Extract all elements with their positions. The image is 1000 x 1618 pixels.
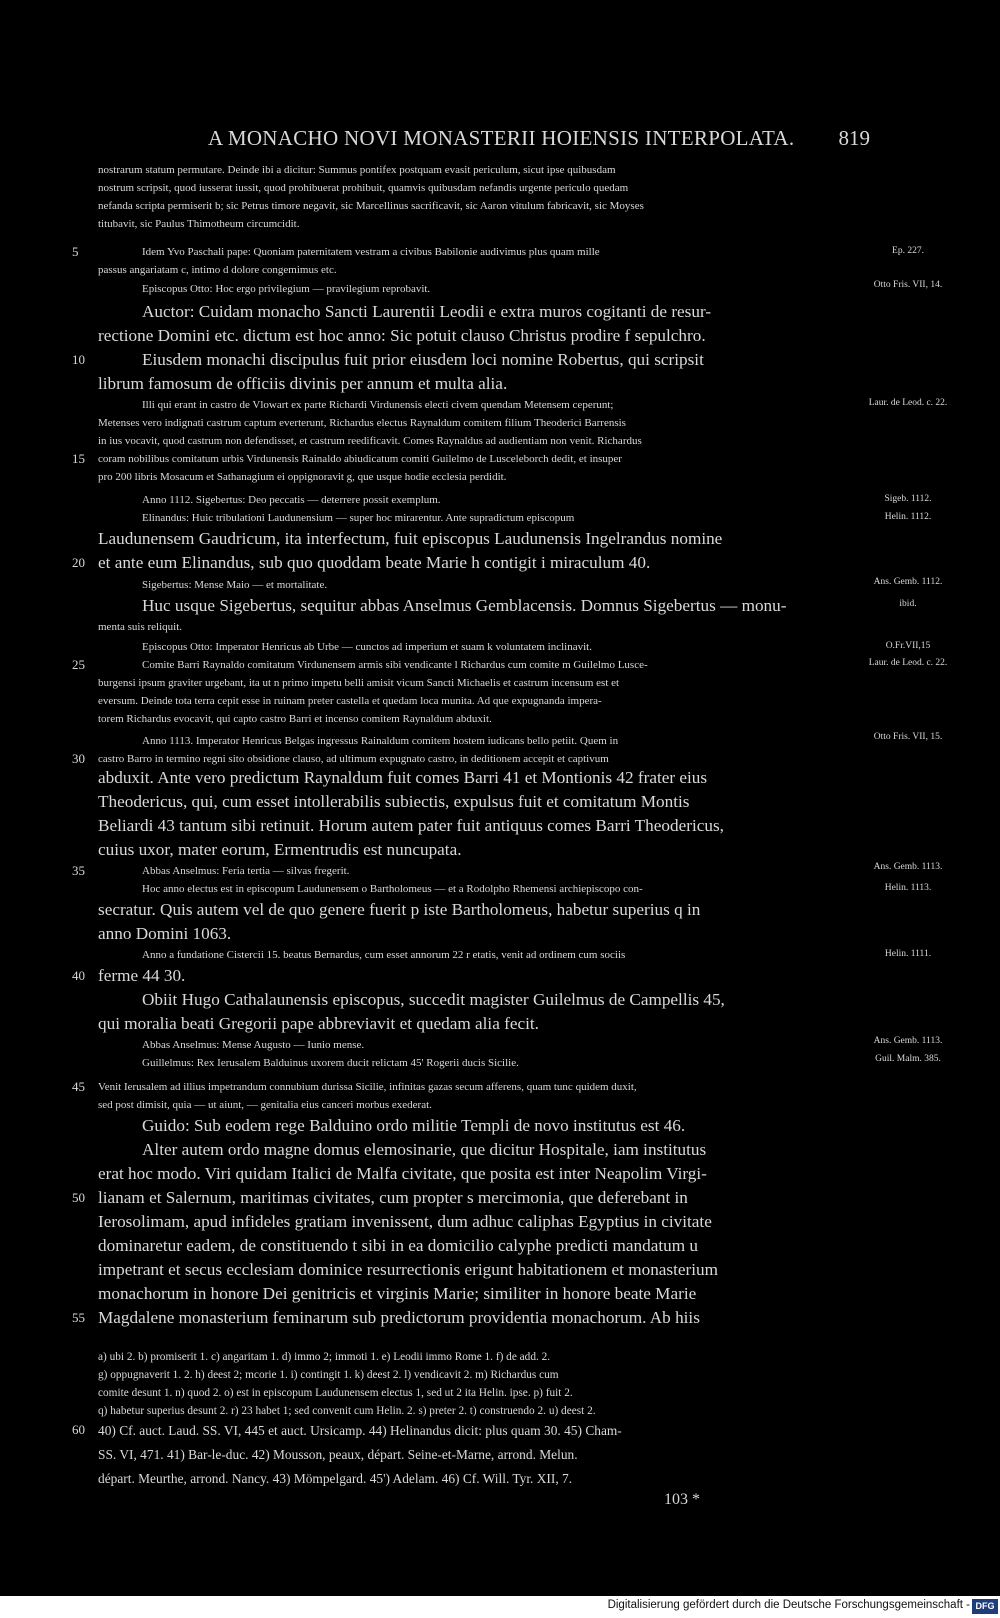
line-number: 15 — [72, 451, 85, 466]
text-line: et ante eum Elinandus, sub quo quoddam beate Marie h contigit i miraculum 40. — [98, 553, 651, 572]
text-line: ferme 44 30. — [98, 966, 186, 985]
text-line: titubavit, sic Paulus Thimotheum circumcidit. — [98, 218, 300, 230]
text-line: erat hoc modo. Viri quidam Italici de Malfa civitate, que posita est inter Neapolim Virgi- — [98, 1164, 707, 1183]
text-line: Comite Barri Raynaldo comitatum Virdunensem armis sibi vendicante l Richardus cum comite m Guilelmo Lusce- — [142, 659, 648, 671]
digitization-footer — [0, 1596, 1000, 1618]
note-line: SS. VI, 471. 41) Bar-le-duc. 42) Mousson, peaux, départ. Seine-et-Marne, arrond. Melun. — [98, 1447, 578, 1462]
text-line: Guido: Sub eodem rege Balduino ordo militie Templi de novo institutus est 46. — [142, 1116, 686, 1135]
text-line: Abbas Anselmus: Mense Augusto — Iunio mense. — [142, 1039, 365, 1051]
text-line: Alter autem ordo magne domus elemosinarie, que dicitur Hospitale, iam institutus — [142, 1140, 707, 1159]
text-line: eversum. Deinde tota terra cepit esse in ruinam preter castella et quedam loca munita. Ad que expugnanda impera- — [98, 695, 602, 707]
text-line: Hoc anno electus est in episcopum Laudunensem o Bartholomeus — et a Rodolpho Rhemensi archiepiscopo con- — [142, 883, 643, 895]
text-line: Idem Yvo Paschali pape: Quoniam paternitatem vestram a civibus Babilonie audivimus plus quam mille — [142, 246, 600, 258]
text-line: cuius uxor, mater eorum, Ermentrudis est nuncupata. — [98, 840, 462, 859]
text-line: Beliardi 43 tantum sibi retinuit. Horum autem pater fuit antiquus comes Barri Theodericus, — [98, 816, 724, 835]
text-line: Auctor: Cuidam monacho Sancti Laurentii Leodii e extra muros cogitanti de resur- — [142, 302, 712, 321]
text-line: coram nobilibus comitatum urbis Virdunensis Rainaldo abiudicatum comiti Guilelmo de Lusceleborch dedit, et insuper — [98, 453, 622, 465]
text-line: Illi qui erant in castro de Vlowart ex parte Richardi Virdunensis electi civem quendam Metensem ceperunt; — [142, 399, 614, 411]
note-line: 40) Cf. auct. Laud. SS. VI, 445 et auct. Ursicamp. 44) Helinandus dicit: plus quam 30. 45) Cham- — [98, 1423, 622, 1438]
text-line: pro 200 libris Mosacum et Sathanagium ei oppignoravit g, que usque hodie ecclesia perdidit. — [98, 471, 507, 483]
text-line: rectione Domini etc. dictum est hoc anno: Sic potuit clauso Christus prodire f sepulchro. — [98, 326, 706, 345]
text-line: Ierosolimam, apud infideles gratiam invenissent, dum adhuc caliphas Egyptius in civitate — [98, 1212, 712, 1231]
line-number: 55 — [72, 1310, 85, 1325]
text-line: Episcopus Otto: Imperator Henricus ab Urbe — cunctos ad imperium et suam k voluntatem inclinavit. — [142, 641, 592, 653]
line-number: 30 — [72, 751, 85, 766]
footnote-line: a) ubi 2. b) promiserit 1. c) angaritam 1. d) immo 2; immoti 1. e) Leodii immo Rome 1. f) de add. 2. — [98, 1351, 551, 1363]
text-line: abduxit. Ante vero predictum Raynaldum fuit comes Barri 41 et Montionis 42 frater eius — [98, 768, 708, 787]
text-line: Laudunensem Gaudricum, ita interfectum, fuit episcopus Laudunensis Ingelrandus nomine — [98, 529, 723, 548]
margin-reference: Helin. 1111. — [884, 949, 932, 959]
running-header — [100, 126, 870, 156]
text-line: lianam et Salernum, maritimas civitates, cum propter s mercimonia, que deferebant in — [98, 1188, 688, 1207]
text-line: Venit Ierusalem ad illius impetrandum connubium durissa Sicilie, infinitas gazas secum afferens, quam tunc quidem duxit, — [98, 1081, 637, 1093]
margin-reference: Helin. 1112. — [884, 512, 932, 522]
text-line: burgensi ipsum graviter urgebant, ita ut n primo impetu belli amisit vicum Sancti Michaelis et castrum incensum est et — [98, 677, 620, 689]
text-line: castro Barro in termino regni sito obsidione clauso, ad ultimum expugnato castro, in deditionem accepit et captivum — [98, 753, 609, 765]
footer-credit: Digitalisierung gefördert durch die Deutsche Forschungsgemeinschaft - — [607, 1599, 970, 1611]
header-page-number: 819 — [838, 126, 870, 150]
text-line: librum famosum de officiis divinis per annum et multa alia. — [98, 374, 508, 393]
margin-reference: Helin. 1113. — [884, 883, 932, 893]
line-number: 50 — [72, 1190, 85, 1205]
text-line: Sigebertus: Mense Maio — et mortalitate. — [142, 579, 328, 591]
text-line: Episcopus Otto: Hoc ergo privilegium — pravilegium reprobavit. — [142, 283, 431, 295]
text-line: Obiit Hugo Cathalaunensis episcopus, succedit magister Guilelmus de Campellis 45, — [142, 990, 725, 1009]
text-line: in ius vocavit, quod castrum non defendisset, et castrum reedificavit. Comes Raynaldus ad audientiam non venit. Richardus — [98, 435, 642, 447]
text-line: impetrant et secus ecclesiam dominice resurrectionis erigunt habitationem et monasterium — [98, 1260, 718, 1279]
margin-reference: Guil. Malm. 385. — [875, 1054, 941, 1064]
line-number: 10 — [72, 352, 85, 367]
footnote-line: q) habetur superius desunt 2. r) 23 habet 1; sed convenit cum Helin. 2. s) preter 2. t) construendo 2. u) deest 2. — [98, 1405, 596, 1417]
text-line: Huc usque Sigebertus, sequitur abbas Anselmus Gemblacensis. Domnus Sigebertus — monu- — [142, 596, 787, 615]
text-line: secratur. Quis autem vel de quo genere fuerit p iste Bartholomeus, habetur superius q in — [98, 900, 701, 919]
text-line: Abbas Anselmus: Feria tertia — silvas fregerit. — [142, 865, 350, 877]
text-line: dominaretur eadem, de constituendo t sibi in ea domicilio calyphe predicti mandatum u — [98, 1236, 698, 1255]
text-line: Elinandus: Huic tribulationi Laudunensium — super hoc mirarentur. Ante supradictum episcopum — [142, 512, 575, 524]
margin-reference: Ans. Gemb. 1112. — [873, 577, 943, 587]
text-line: Guillelmus: Rex Ierusalem Balduinus uxorem ducit relictam 45' Rogerii ducis Sicilie. — [142, 1057, 519, 1069]
line-number: 20 — [72, 555, 85, 570]
line-number: 45 — [72, 1079, 85, 1094]
line-number: 60 — [72, 1422, 85, 1437]
margin-reference: ibid. — [899, 599, 917, 609]
text-line: nostrum scripsit, quod iusserat iussit, quod prohibuerat prohibuit, quamvis quibusdam nefandis urgente periculo quedam — [98, 182, 629, 194]
note-line: départ. Meurthe, arrond. Nancy. 43) Mömpelgard. 45') Adelam. 46) Cf. Will. Tyr. XII, 7. — [98, 1471, 573, 1486]
margin-reference: Sigeb. 1112. — [884, 494, 932, 504]
text-line: nefanda scripta permiserit b; sic Petrus timore negavit, sic Marcellinus sacrificavit, sic Aaron vitulum fabricavit, sic Moyses — [98, 200, 644, 212]
line-number: 25 — [72, 657, 85, 672]
line-number: 5 — [72, 244, 79, 259]
text-line: qui moralia beati Gregorii pape abbreviavit et quedam alia fecit. — [98, 1014, 539, 1033]
text-line: Eiusdem monachi discipulus fuit prior eiusdem loci nomine Robertus, qui scripsit — [142, 350, 704, 369]
dfg-logo-icon: DFG — [972, 1599, 998, 1614]
text-line: Magdalene monasterium feminarum sub predictorum providentia monachorum. Ab hiis — [98, 1308, 700, 1327]
footnote-line: comite desunt 1. n) quod 2. o) est in episcopum Laudunensem electus 1, sed ut 2 ita Helin. ipse. p) fuit 2. — [98, 1387, 573, 1399]
margin-reference: O.Fr.VII,15 — [885, 641, 931, 651]
text-line: Theodericus, qui, cum esset intollerabilis subiectis, expulsus fuit et comitatum Montis — [98, 792, 690, 811]
margin-reference: Ans. Gemb. 1113. — [873, 862, 943, 872]
text-line: anno Domini 1063. — [98, 924, 232, 943]
text-line: sed post dimisit, quia — ut aiunt, — genitalia eius canceri morbus exederat. — [98, 1099, 432, 1111]
text-line: torem Richardus evocavit, qui capto castro Barri et incenso comitem Raynaldum abduxit. — [98, 713, 492, 725]
header-title: A MONACHO NOVI MONASTERII HOIENSIS INTERPOLATA. — [208, 126, 795, 150]
line-number: 40 — [72, 968, 85, 983]
text-line: passus angariatam c, intimo d dolore congemimus etc. — [98, 264, 337, 276]
margin-reference: Ep. 227. — [892, 246, 924, 256]
margin-reference: Laur. de Leod. c. 22. — [868, 398, 948, 408]
text-line: Anno 1112. Sigebertus: Deo peccatis — deterrere possit exemplum. — [142, 494, 441, 506]
signature-mark: 103 * — [664, 1491, 700, 1508]
text-line: Metenses vero indignati castrum captum everterunt, Richardus electus Raynaldum comitem filium Theoderici Barrensis — [98, 417, 626, 429]
line-number: 35 — [72, 863, 85, 878]
text-line: Anno 1113. Imperator Henricus Belgas ingressus Rainaldum comitem hostem iudicans bello petiit. Quem in — [142, 735, 619, 747]
footnote-line: g) oppugnaverit 1. 2. h) deest 2; mcorie 1. i) contingit 1. k) deest 2. l) vendicavit 2. m) Richardus cum — [98, 1369, 559, 1381]
margin-reference: Otto Fris. VII, 14. — [873, 280, 943, 290]
margin-reference: Ans. Gemb. 1113. — [873, 1036, 943, 1046]
margin-reference: Otto Fris. VII, 15. — [873, 732, 943, 742]
text-line: menta suis reliquit. — [98, 621, 183, 633]
text-line: Anno a fundatione Cistercii 15. beatus Bernardus, cum esset annorum 22 r etatis, venit ad ordinem cum sociis — [142, 949, 626, 961]
text-line: monachorum in honore Dei genitricis et virginis Marie; similiter in honore beate Marie — [98, 1284, 697, 1303]
margin-reference: Laur. de Leod. c. 22. — [868, 658, 948, 668]
text-line: nostrarum statum permutare. Deinde ibi a dicitur: Summus pontifex postquam evasit periculum, sicut ipse quibusdam — [98, 164, 616, 176]
